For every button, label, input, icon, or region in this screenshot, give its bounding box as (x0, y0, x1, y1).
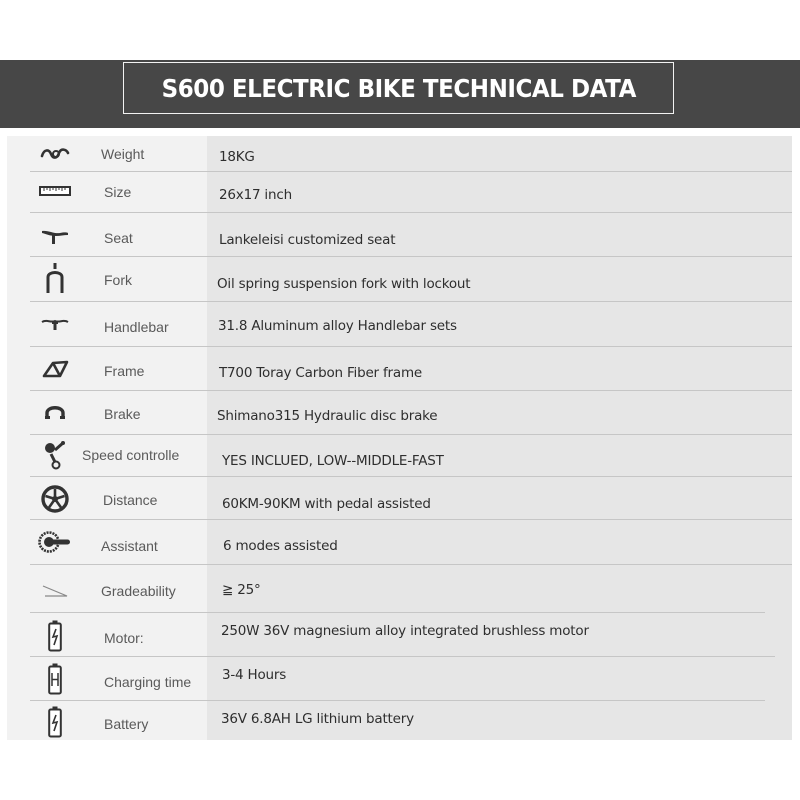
spec-label: Gradeability (101, 583, 176, 599)
frame-icon (35, 359, 75, 379)
spec-value: Lankeleisi customized seat (219, 232, 396, 248)
spec-row-size (7, 172, 792, 213)
spec-label: Frame (104, 363, 145, 379)
spec-label: Size (104, 184, 132, 200)
spec-row-handlebar (7, 302, 792, 347)
wheel-icon (35, 484, 75, 514)
spec-table (7, 136, 792, 740)
spec-value: 36V 6.8AH LG lithium battery (221, 711, 414, 727)
title-frame (123, 62, 674, 114)
spec-value: Shimano315 Hydraulic disc brake (217, 408, 438, 424)
spec-value: Oil spring suspension fork with lockout (217, 276, 471, 292)
spec-value: ≧ 25° (222, 582, 261, 598)
spec-value: 18KG (219, 149, 255, 165)
spec-value: 3-4 Hours (222, 667, 287, 683)
brake-icon (35, 404, 75, 420)
spec-value: 31.8 Aluminum alloy Handlebar sets (218, 318, 457, 334)
speed-controller-icon (35, 439, 75, 471)
spec-row-battery (7, 701, 792, 740)
spec-row-gradeability (7, 565, 792, 613)
weight-icon (35, 144, 75, 164)
spec-label: Speed controlle (82, 447, 180, 463)
spec-value: 60KM-90KM with pedal assisted (222, 496, 431, 512)
spec-value: YES INCLUED, LOW--MIDDLE-FAST (222, 453, 444, 469)
handlebar-icon (35, 316, 75, 332)
spec-label: Battery (104, 716, 149, 732)
slope-icon (35, 581, 75, 601)
fork-icon (35, 262, 75, 296)
spec-row-charging-time (7, 657, 792, 701)
page-title: S600 ELECTRIC BIKE TECHNICAL DATA (161, 73, 636, 103)
spec-label: Seat (104, 230, 133, 246)
spec-label: Fork (104, 272, 132, 288)
spec-row-frame (7, 347, 792, 391)
battery-bolt-icon (35, 705, 75, 738)
spec-value: T700 Toray Carbon Fiber frame (219, 365, 423, 381)
spec-label: Weight (101, 146, 145, 162)
spec-row-fork (7, 257, 792, 302)
header-banner (0, 60, 800, 128)
ruler-icon (35, 184, 75, 198)
battery-h-icon (35, 663, 75, 695)
spec-label: Charging time (104, 674, 192, 690)
spec-row-motor (7, 613, 792, 657)
spec-row-distance (7, 477, 792, 520)
spec-label: Distance (103, 492, 158, 508)
spec-label: Motor: (104, 630, 144, 646)
spec-label: Assistant (101, 538, 158, 554)
spec-row-speed-controller (7, 435, 792, 477)
spec-value: 6 modes assisted (223, 538, 338, 554)
spec-row-seat (7, 213, 792, 257)
seat-icon (35, 227, 75, 245)
spec-row-brake (7, 391, 792, 435)
spec-value: 26x17 inch (219, 187, 292, 203)
spec-row-assistant (7, 520, 792, 565)
spec-label: Brake (104, 406, 141, 422)
spec-row-weight (7, 136, 792, 172)
crankset-icon (35, 530, 75, 554)
spec-label: Handlebar (104, 319, 169, 335)
spec-value: 250W 36V magnesium alloy integrated brushless motor (221, 623, 589, 639)
battery-bolt-icon (35, 620, 75, 652)
